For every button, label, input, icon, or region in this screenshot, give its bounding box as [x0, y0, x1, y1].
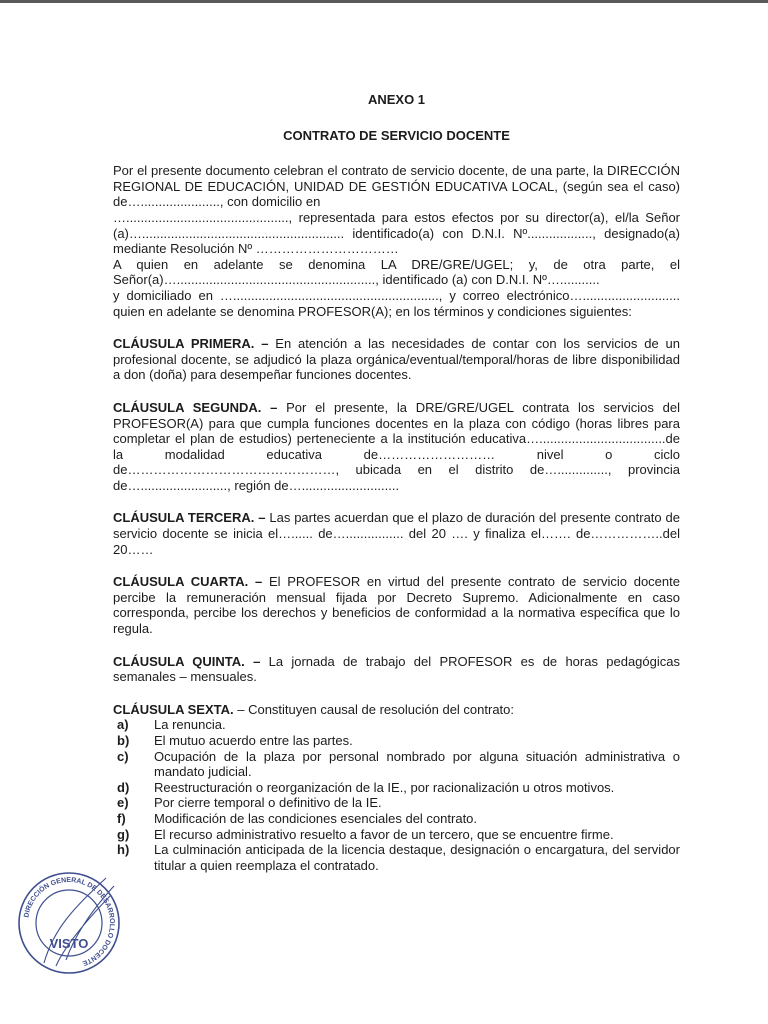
list-item [113, 827, 680, 843]
list-item [113, 780, 680, 796]
list-item [113, 842, 680, 873]
list-item [113, 733, 680, 749]
clause-third [113, 510, 680, 557]
stamp-outer-ring [19, 873, 119, 973]
list-item-text: Ocupación de la plaza por personal nombrado por alguna situación administrativa o mandato judicial. [154, 748, 680, 780]
clause-second-text: Por el presente, la DRE/GRE/UGEL contrata los servicios del PROFESOR(A) para que cumpla funciones docentes en la plaza con código (horas libres para completar el plan de estudios) perteneciente a la institución educativa…...................................de la modalidad educativa de……………………… nivel o ciclo de…………………………………………, ubicada en el distrito de….............., provincia de…........................, región de…........................... [113, 399, 680, 493]
list-item [113, 717, 680, 733]
list-item-letter: d) [117, 779, 130, 795]
clause-second [113, 400, 680, 494]
list-item-letter: c) [117, 748, 129, 764]
clause-sixth [113, 702, 680, 718]
document-page [113, 92, 680, 873]
list-item-letter: a) [117, 717, 129, 733]
clause-fifth-title: CLÁUSULA QUINTA. – [113, 653, 261, 669]
termination-causes-list [113, 717, 680, 873]
clause-third-title: CLÁUSULA TERCERA. – [113, 510, 266, 526]
list-item-letter: g) [117, 826, 130, 842]
list-item [113, 795, 680, 811]
clause-fourth [113, 574, 680, 636]
clause-first [113, 336, 680, 383]
list-item-text: Reestructuración o reorganización de la IE., por racionalización u otros motivos. [154, 779, 615, 795]
clause-fifth-text: La jornada de trabajo del PROFESOR es de horas pedagógicas semanales – mensuales. [113, 653, 680, 685]
list-item [113, 749, 680, 780]
clause-sixth-text: – Constituyen causal de resolución del contrato: [233, 701, 515, 717]
clause-fourth-text: El PROFESOR en virtud del presente contrato de servicio docente percibe la remuneración mensual fijada por Decreto Supremo. Adicionalmente en caso corresponda, percibe los derechos y beneficios de conformidad a la normativa específica que lo regula. [113, 574, 680, 637]
clause-third-text: Las partes acuerdan que el plazo de duración del presente contrato de servicio docente se inicia el…...... de…................ del 20 …. y finaliza el……. de……………..del 20…… [113, 510, 680, 557]
page-top-edge [0, 0, 768, 3]
clause-sixth-title: CLÁUSULA SEXTA. [113, 701, 234, 717]
stamp-ring-text: DIRECCIÓN GENERAL DE DESARROLLO DOCENTE [23, 876, 116, 967]
list-item-text: El recurso administrativo resuelto a favor de un tercero, que se encuentre firme. [154, 826, 614, 842]
annex-heading: ANEXO 1 [367, 92, 426, 107]
intro-paragraph-2: …............................................., representada para estos efectos por su director(a), el/la Señor (a)…........................................................ identificado(a) con D.N.I. Nº.................., designado(a) mediante Resolución Nº …………………………… [113, 209, 680, 257]
clause-fourth-title: CLÁUSULA CUARTA. – [113, 574, 263, 590]
clause-second-title: CLÁUSULA SEGUNDA. – [113, 399, 278, 415]
contract-title: CONTRATO DE SERVICIO DOCENTE [283, 127, 510, 143]
list-item-text: El mutuo acuerdo entre las partes. [154, 733, 353, 748]
clause-first-text: En atención a las necesidades de contar con los servicios de un profesional docente, se adjudicó la plaza orgánica/eventual/temporal/horas de libre disponibilidad a don (doña) para desempeñar funciones docentes. [113, 336, 680, 383]
list-item-letter: e) [117, 795, 129, 811]
visto-stamp [14, 868, 124, 978]
list-item-letter: b) [117, 733, 130, 748]
intro-paragraph-3: A quien en adelante se denomina LA DRE/GRE/UGEL; y, de otra parte, el Señor(a)…......................................................., identificado (a) con D.N.I. Nº…........... [113, 256, 680, 288]
clause-fifth [113, 654, 680, 685]
intro-paragraph-1: Por el presente documento celebran el contrato de servicio docente, de una parte, la DIRECCIÓN REGIONAL DE EDUCACIÓN, UNIDAD DE GESTIÓN EDUCATIVA LOCAL, (según sea el caso) de…......................, con domicilio en [113, 163, 680, 210]
list-item-text: Por cierre temporal o definitivo de la IE. [154, 795, 382, 811]
list-item-text: La culminación anticipada de la licencia destaque, designación o encargatura, del servidor titular a quien reemplaza el contratado. [154, 842, 680, 873]
stamp-word: VISTO [49, 936, 89, 951]
list-item [113, 811, 680, 827]
clause-first-title: CLÁUSULA PRIMERA. – [113, 336, 269, 352]
list-item-text: La renuncia. [154, 717, 226, 733]
list-item-letter: h) [117, 842, 130, 858]
list-item-text: Modificación de las condiciones esenciales del contrato. [154, 810, 478, 826]
list-item-letter: f) [117, 810, 126, 826]
intro-paragraph-4: y domiciliado en …........................................................., y correo electrónico…........................... quien en adelante se denomina PROFESOR(A); en los términos y condiciones siguientes: [113, 287, 680, 319]
